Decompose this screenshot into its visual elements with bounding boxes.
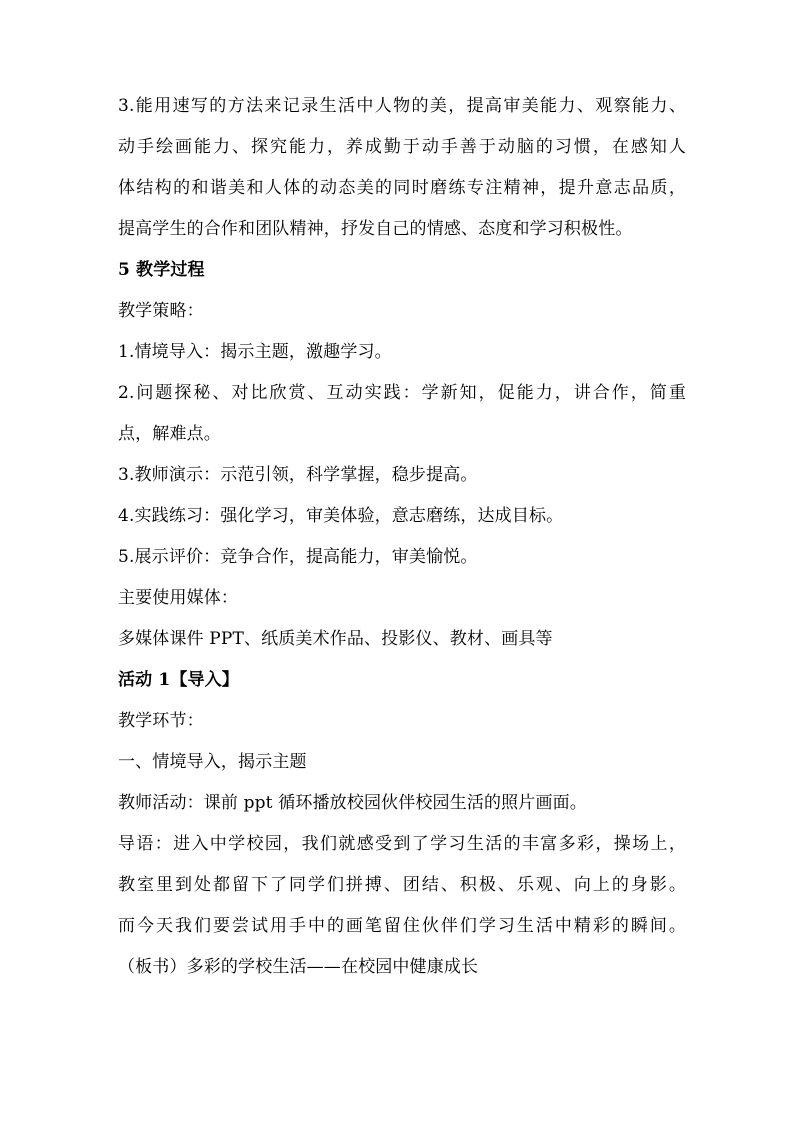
strategy-item-3: 3.教师演示：示范引领，科学掌握，稳步提高。 xyxy=(118,465,478,485)
step-1-title: 一、情境导入，揭示主题 xyxy=(118,752,307,772)
strategy-item-2-line-2: 点，解难点。 xyxy=(118,424,221,444)
teacher-activity: 教师活动：课前 ppt 循环播放校园伙伴校园生活的照片画面。 xyxy=(118,793,587,813)
intro-line-1: 导语：进入中学校园，我们就感受到了学习生活的丰富多彩，操场上， xyxy=(118,834,686,854)
strategy-item-2-line-1: 2.问题探秘、对比欣赏、互动实践：学新知，促能力，讲合作，简重 xyxy=(118,383,686,403)
intro-line-3: 而今天我们要尝试用手中的画笔留住伙伴们学习生活中精彩的瞬间。 xyxy=(118,916,686,936)
objective-3-line-3: 体结构的和谐美和人体的动态美的同时磨练专注精神，提升意志品质， xyxy=(118,178,686,198)
teaching-step-label: 教学环节： xyxy=(118,711,204,731)
objective-3-line-1: 3.能用速写的方法来记录生活中人物的美，提高审美能力、观察能力、 xyxy=(118,96,686,116)
strategy-label: 教学策略： xyxy=(118,301,204,321)
activity-1-heading: 活动 1【导入】 xyxy=(118,670,239,690)
strategy-item-1: 1.情境导入：揭示主题，激趣学习。 xyxy=(118,342,392,362)
objective-3-line-2: 动手绘画能力、探究能力，养成勤于动手善于动脑的习惯，在感知人 xyxy=(118,137,686,157)
board-writing: （板书）多彩的学校生活——在校园中健康成长 xyxy=(118,957,479,977)
intro-line-2: 教室里到处都留下了同学们拼搏、团结、积极、乐观、向上的身影。 xyxy=(118,875,686,895)
media-list: 多媒体课件 PPT、纸质美术作品、投影仪、教材、画具等 xyxy=(118,629,553,649)
document-page xyxy=(118,97,686,977)
strategy-item-4: 4.实践练习：强化学习，审美体验，意志磨练，达成目标。 xyxy=(118,506,564,526)
strategy-item-5: 5.展示评价：竞争合作，提高能力，审美愉悦。 xyxy=(118,547,478,567)
media-label: 主要使用媒体： xyxy=(118,588,239,608)
section-5-heading: 5 教学过程 xyxy=(118,260,205,280)
objective-3-line-4: 提高学生的合作和团队精神，抒发自己的情感、态度和学习积极性。 xyxy=(118,219,633,239)
